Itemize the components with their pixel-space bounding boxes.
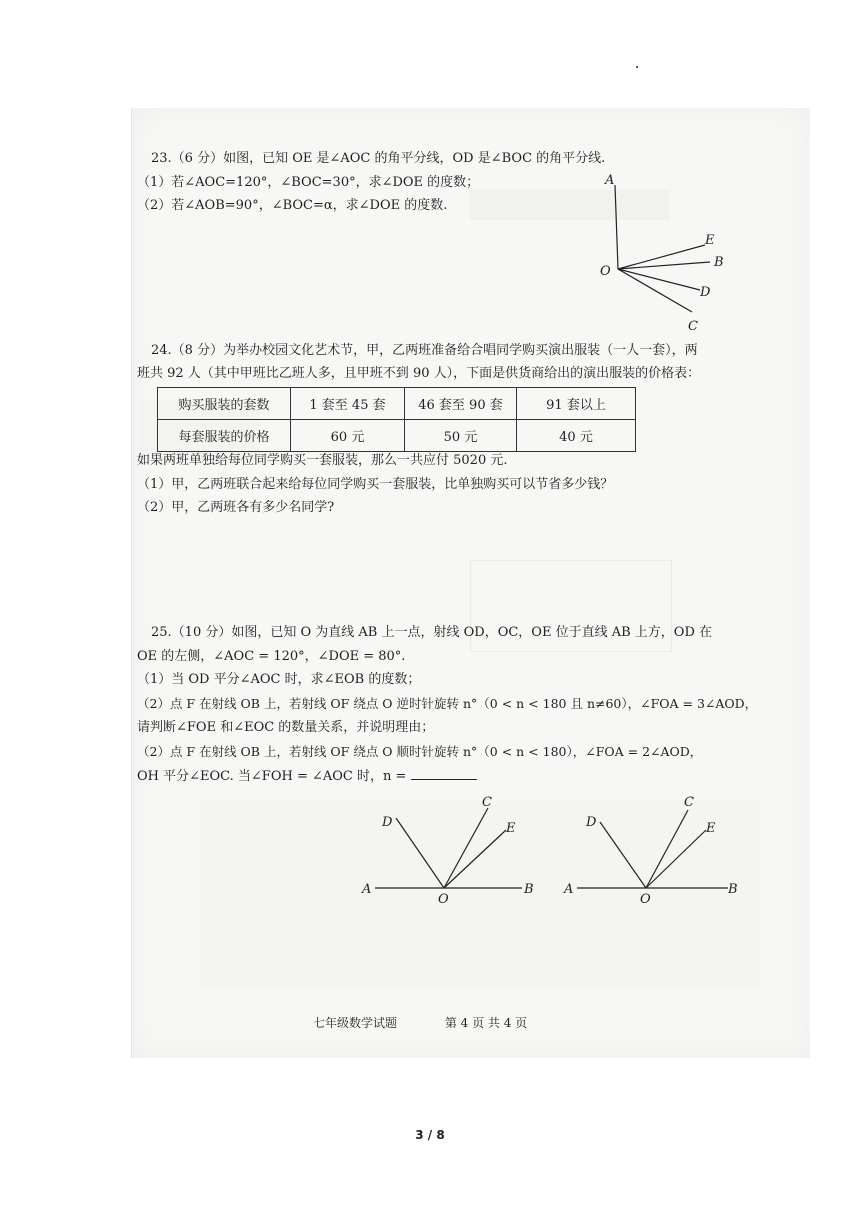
- label-e: E: [705, 233, 715, 248]
- label-d: D: [586, 815, 597, 830]
- footer-title: 七年级数学试题: [313, 1016, 398, 1030]
- table-row: [158, 388, 636, 420]
- q24-after-table: 如果两班单独给每位同学购买一套服装，那么一共应付 5020 元.: [137, 453, 508, 468]
- q24-stem-line1: 24.（8 分）为举办校园文化艺术节，甲，乙两班准备给合唱同学购买演出服装（一人一套），两: [151, 343, 698, 358]
- q25-figure-left: [360, 790, 550, 905]
- ray-oe: [444, 830, 506, 888]
- q25-part1: （1）当 OD 平分∠AOC 时，求∠EOB 的度数；: [137, 672, 421, 687]
- table-cell: 40 元: [517, 420, 636, 452]
- label-o: O: [438, 892, 449, 905]
- table-cell: 46 套至 90 套: [405, 388, 517, 420]
- q23-part1: （1）若∠AOC=120°，∠BOC=30°，求∠DOE 的度数；: [137, 175, 480, 190]
- label-c: C: [482, 795, 492, 810]
- q24-stem-line2: 班共 92 人（其中甲班比乙班人多，且甲班不到 90 人），下面是供货商给出的演出服装的价格表：: [137, 366, 701, 381]
- label-e: E: [706, 821, 716, 836]
- q25-part3-line2: [137, 767, 477, 786]
- q24-part1: （1）甲，乙两班联合起来给每位同学购买一套服装，比单独购买可以节省多少钱？: [137, 477, 614, 492]
- page-footer: [313, 1014, 571, 1031]
- table-cell: 1 套至 45 套: [291, 388, 405, 420]
- ray-od: [600, 822, 646, 888]
- table-row: [158, 420, 636, 452]
- table-cell: 91 套以上: [517, 388, 636, 420]
- ray-oe: [646, 830, 706, 888]
- label-a: A: [362, 882, 372, 897]
- label-c: C: [684, 795, 694, 810]
- scan-dot: [636, 66, 638, 68]
- q24-part2: （2）甲，乙两班各有多少名同学?: [137, 500, 335, 515]
- label-b: B: [524, 882, 534, 897]
- label-o: O: [640, 892, 651, 905]
- label-o: O: [600, 264, 611, 279]
- ray-oc: [646, 810, 688, 888]
- q25-part2-line1: （2）点 F 在射线 OB 上，若射线 OF 绕点 O 逆时针旋转 n°（0 < n < 180 且 n≠60），∠FOA = 3∠AOD，: [137, 696, 758, 711]
- price-table: [157, 387, 636, 452]
- ray-od: [396, 818, 444, 888]
- q23-part2: （2）若∠AOB=90°，∠BOC=α，求∠DOE 的度数.: [137, 198, 448, 213]
- page-counter: 3 / 8: [415, 1128, 445, 1142]
- ray-oc: [444, 808, 488, 888]
- label-e: E: [506, 821, 516, 836]
- label-a: A: [605, 173, 615, 188]
- table-cell: 购买服装的套数: [158, 388, 291, 420]
- label-d: D: [700, 285, 711, 300]
- q25-part2-line2: 请判断∠FOE 和∠EOC 的数量关系，并说明理由；: [137, 720, 435, 735]
- label-a: A: [564, 882, 574, 897]
- q25-figure-right: [560, 790, 750, 905]
- ray-oc: [618, 269, 692, 312]
- q25-stem-line1: 25.（10 分）如图，已知 O 为直线 AB 上一点，射线 OD，OC，OE 位于直线 AB 上方，OD 在: [151, 625, 712, 640]
- q23-stem: 23.（6 分）如图，已知 OE 是∠AOC 的角平分线，OD 是∠BOC 的角平分线.: [151, 151, 606, 166]
- label-d: D: [382, 815, 393, 830]
- answer-blank: [411, 767, 477, 780]
- label-b: B: [714, 255, 724, 270]
- label-b: B: [728, 882, 738, 897]
- ray-oa: [615, 185, 618, 269]
- q23-figure: [590, 170, 740, 335]
- table-cell: 50 元: [405, 420, 517, 452]
- footer-page: 第 4 页 共 4 页: [444, 1016, 528, 1030]
- q25-stem-line2: OE 的左侧，∠AOC = 120°，∠DOE = 80°.: [137, 649, 406, 664]
- q25-part3-line1: （2）点 F 在射线 OB 上，若射线 OF 绕点 O 顺时针旋转 n°（0 < n < 180），∠FOA = 2∠AOD，: [137, 744, 703, 759]
- table-cell: 60 元: [291, 420, 405, 452]
- q25-part3-text: OH 平分∠EOC. 当∠FOH = ∠AOC 时，n =: [137, 769, 407, 784]
- table-cell: 每套服装的价格: [158, 420, 291, 452]
- label-c: C: [688, 319, 698, 334]
- ray-od: [618, 269, 700, 290]
